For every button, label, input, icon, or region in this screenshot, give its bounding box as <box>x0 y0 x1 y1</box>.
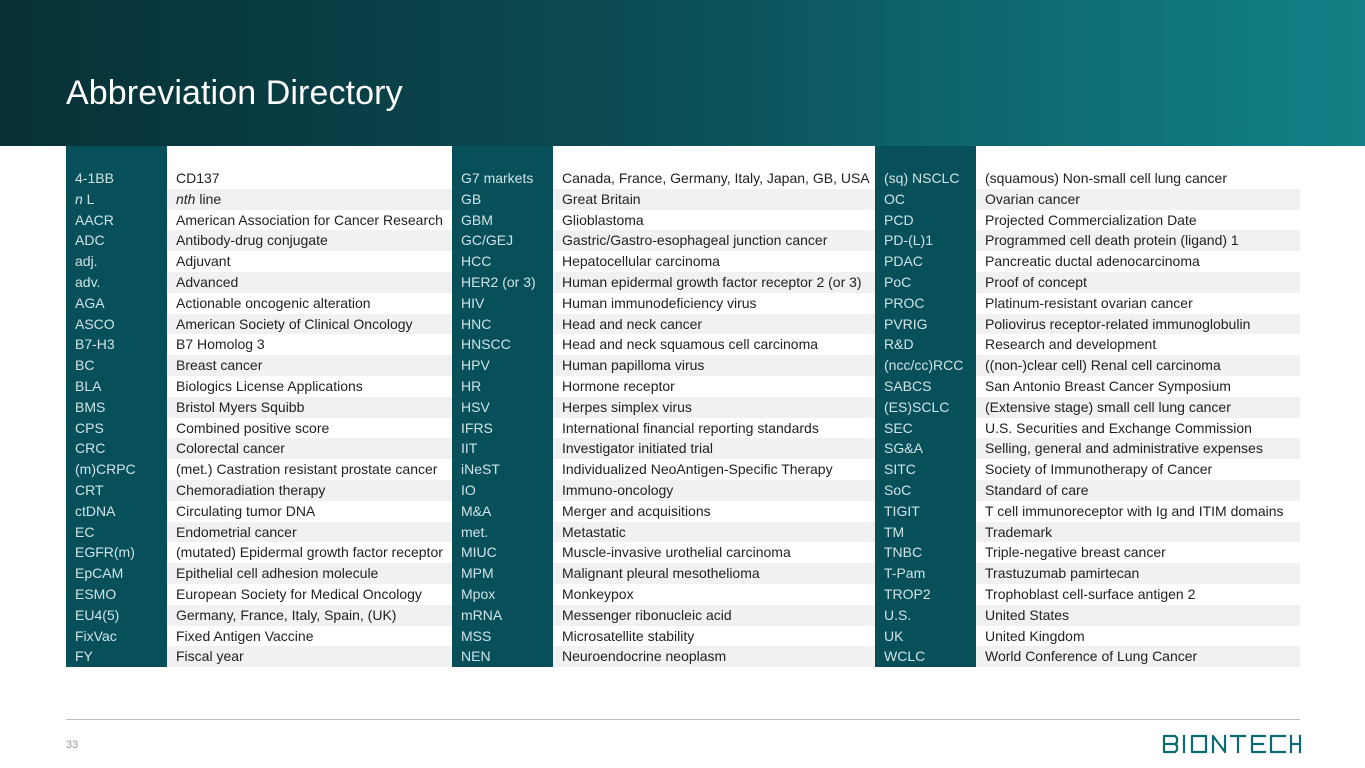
header-banner <box>0 0 1365 146</box>
abbreviation-cell: IIT <box>452 438 553 459</box>
abbreviation-cell: Mpox <box>452 584 553 605</box>
definition-cell: Projected Commercialization Date <box>985 211 1197 228</box>
footer-divider <box>66 719 1300 720</box>
definition-cell: Circulating tumor DNA <box>176 502 316 519</box>
definition-cell: Trademark <box>976 522 1300 543</box>
definition-cell: Messenger ribonucleic acid <box>553 605 875 626</box>
table-row <box>66 272 1300 293</box>
abbreviation-cell: B7-H3 <box>66 334 167 355</box>
abbreviation-cell: FY <box>66 646 167 667</box>
definition-cell: American Association for Cancer Research <box>176 211 443 228</box>
definition-cell: Epithelial cell adhesion molecule <box>167 563 452 584</box>
definition-cell: (met.) Castration resistant prostate cancer <box>176 461 438 478</box>
table-row <box>66 584 1300 605</box>
abbreviation-cell: PDAC <box>875 251 976 272</box>
abbreviation-cell: IFRS <box>452 418 553 439</box>
definition-cell: Microsatellite stability <box>562 627 695 644</box>
definition-cell: Individualized NeoAntigen-Specific Therapy <box>562 461 833 478</box>
abbreviation-cell: (sq) NSCLC <box>875 168 976 189</box>
table-row <box>66 210 1300 231</box>
definition-cell: Fixed Antigen Vaccine <box>176 627 314 644</box>
definition-cell: Malignant pleural mesothelioma <box>553 563 875 584</box>
definition-cell: Combined positive score <box>176 419 330 436</box>
definition-cell: International financial reporting standards <box>562 419 819 436</box>
abbreviation-cell: GB <box>452 189 553 210</box>
abbreviation-cell: TM <box>875 522 976 543</box>
abbreviation-cell: CRT <box>66 480 167 501</box>
definition-cell: Immuno-oncology <box>553 480 875 501</box>
abbreviation-cell: TROP2 <box>875 584 976 605</box>
definition-cell: Chemoradiation therapy <box>167 480 452 501</box>
abbreviation-table <box>66 146 1300 667</box>
definition-cell: American Society of Clinical Oncology <box>167 314 452 335</box>
definition-cell: Pancreatic ductal adenocarcinoma <box>985 253 1200 270</box>
abbreviation-cell: PCD <box>875 210 976 231</box>
abbreviation-cell: EC <box>66 522 167 543</box>
table-top-spacer <box>66 146 1300 168</box>
definition-cell: Head and neck cancer <box>553 314 875 335</box>
abbreviation-cell: (ncc/cc)RCC <box>875 355 976 376</box>
abbreviation-cell: SABCS <box>875 376 976 397</box>
abbreviation-cell: HSV <box>452 397 553 418</box>
definition-cell: Colorectal cancer <box>167 438 452 459</box>
abbreviation-cell: MPM <box>452 563 553 584</box>
definition-cell: CD137 <box>176 170 220 186</box>
definition-cell: Hormone receptor <box>562 377 675 394</box>
page-title: Abbreviation Directory <box>66 74 403 112</box>
definition-cell: Herpes simplex virus <box>553 397 875 418</box>
definition-cell: Antibody-drug conjugate <box>167 230 452 251</box>
table-row <box>66 522 1300 543</box>
abbreviation-cell: GC/GEJ <box>452 230 553 251</box>
table-row <box>66 168 1300 189</box>
abbreviation-cell: ctDNA <box>66 501 167 522</box>
abbreviation-cell: IO <box>452 480 553 501</box>
abbreviation-cell: SG&A <box>875 438 976 459</box>
definition-cell: U.S. Securities and Exchange Commission <box>985 419 1252 436</box>
definition-cell: (squamous) Non-small cell lung cancer <box>985 170 1227 186</box>
abbreviation-cell: HER2 (or 3) <box>452 272 553 293</box>
abbreviation-cell: PROC <box>875 293 976 314</box>
abbreviation-cell: HCC <box>452 251 553 272</box>
definition-cell: ((non-)clear cell) Renal cell carcinoma <box>976 355 1300 376</box>
definition-cell: (mutated) Epidermal growth factor receptor <box>176 544 443 561</box>
definition-cell: Proof of concept <box>976 272 1300 293</box>
abbreviation-cell: (m)CRPC <box>66 459 167 480</box>
table-row <box>66 563 1300 584</box>
definition-cell: Triple-negative breast cancer <box>985 544 1166 561</box>
table-row <box>66 251 1300 272</box>
abbreviation-cell: SEC <box>875 418 976 439</box>
abbreviation-cell: HR <box>452 376 553 397</box>
table-row <box>66 605 1300 626</box>
definition-cell: Metastatic <box>553 522 875 543</box>
definition-cell: Head and neck squamous cell carcinoma <box>562 336 819 353</box>
abbreviation-cell: mRNA <box>452 605 553 626</box>
definition-cell: Platinum-resistant ovarian cancer <box>985 294 1193 311</box>
table-row <box>66 397 1300 418</box>
definition-cell: (Extensive stage) small cell lung cancer <box>976 397 1300 418</box>
abbreviation-cell: NEN <box>452 646 553 667</box>
definition-cell: Hepatocellular carcinoma <box>562 253 720 270</box>
abbreviation-cell: FixVac <box>66 626 167 647</box>
abbreviation-cell: EU4(5) <box>66 605 167 626</box>
table-row <box>66 293 1300 314</box>
definition-cell: Trophoblast cell-surface antigen 2 <box>985 585 1196 602</box>
abbreviation-cell: MSS <box>452 626 553 647</box>
abbreviation-cell: AGA <box>66 293 167 314</box>
table-row <box>66 459 1300 480</box>
abbreviation-cell: GBM <box>452 210 553 231</box>
abbreviation-cell: HIV <box>452 293 553 314</box>
definition-cell: Breast cancer <box>167 355 452 376</box>
abbreviation-cell: AACR <box>66 210 167 231</box>
abbreviation-cell: adv. <box>66 272 167 293</box>
abbreviation-cell: WCLC <box>875 646 976 667</box>
abbreviation-cell: HPV <box>452 355 553 376</box>
definition-cell: Human papilloma virus <box>553 355 875 376</box>
abbreviation-cell: CRC <box>66 438 167 459</box>
table-row <box>66 355 1300 376</box>
abbreviation-cell: ADC <box>66 230 167 251</box>
definition-cell: Research and development <box>985 336 1157 353</box>
table-row <box>66 501 1300 522</box>
abbreviation-cell: PD-(L)1 <box>875 230 976 251</box>
table-row <box>66 646 1300 667</box>
definition-cell: Ovarian cancer <box>976 189 1300 210</box>
abbreviation-cell: adj. <box>66 251 167 272</box>
definition-cell: Endometrial cancer <box>167 522 452 543</box>
abbreviation-cell: BC <box>66 355 167 376</box>
definition-cell: Human epidermal growth factor receptor 2 (or 3) <box>553 272 875 293</box>
table-row <box>66 542 1300 563</box>
abbreviation-cell: EGFR(m) <box>66 542 167 563</box>
abbreviation-cell: (ES)SCLC <box>875 397 976 418</box>
abbreviation-cell: TIGIT <box>875 501 976 522</box>
abbreviation-cell: HNC <box>452 314 553 335</box>
definition-cell: Investigator initiated trial <box>553 438 875 459</box>
abbreviation-cell: PVRIG <box>875 314 976 335</box>
definition-cell: World Conference of Lung Cancer <box>976 646 1300 667</box>
definition-cell: San Antonio Breast Cancer Symposium <box>985 377 1231 394</box>
abbreviation-cell: TNBC <box>875 542 976 563</box>
definition-cell: Canada, France, Germany, Italy, Japan, GB, USA <box>562 170 870 186</box>
definition-cell: Muscle-invasive urothelial carcinoma <box>562 544 791 561</box>
table-row <box>66 189 1300 210</box>
abbreviation-cell: HNSCC <box>452 334 553 355</box>
abbreviation-cell: OC <box>875 189 976 210</box>
abbreviation-cell: BLA <box>66 376 167 397</box>
definition-cell: Trastuzumab pamirtecan <box>976 563 1300 584</box>
definition-cell: Glioblastoma <box>562 211 644 228</box>
abbreviation-cell: met. <box>452 522 553 543</box>
definition-cell: United States <box>976 605 1300 626</box>
abbreviation-cell: SITC <box>875 459 976 480</box>
definition-cell: T cell immunoreceptor with Ig and ITIM domains <box>985 502 1284 519</box>
abbreviation-cell: ESMO <box>66 584 167 605</box>
table-row <box>66 314 1300 335</box>
definition-cell: European Society for Medical Oncology <box>176 585 422 602</box>
definition-cell: Selling, general and administrative expenses <box>976 438 1300 459</box>
abbreviation-cell: iNeST <box>452 459 553 480</box>
abbreviation-cell: SoC <box>875 480 976 501</box>
definition-cell: Monkeypox <box>562 585 634 602</box>
table-row <box>66 376 1300 397</box>
abbreviation-cell: G7 markets <box>452 168 553 189</box>
abbreviation-cell: U.S. <box>875 605 976 626</box>
table-row <box>66 334 1300 355</box>
definition-cell: United Kingdom <box>985 627 1085 644</box>
definition-cell: Standard of care <box>976 480 1300 501</box>
abbreviation-cell: PoC <box>875 272 976 293</box>
definition-cell: Human immunodeficiency virus <box>562 294 757 311</box>
definition-cell: Fiscal year <box>167 646 452 667</box>
definition-cell: Poliovirus receptor-related immunoglobulin <box>976 314 1300 335</box>
abbreviation-cell: n L <box>66 189 167 210</box>
definition-cell: Bristol Myers Squibb <box>167 397 452 418</box>
abbreviation-cell: EpCAM <box>66 563 167 584</box>
abbreviation-cell: T-Pam <box>875 563 976 584</box>
definition-cell: Merger and acquisitions <box>562 502 711 519</box>
abbreviation-cell: MIUC <box>452 542 553 563</box>
abbreviation-cell: BMS <box>66 397 167 418</box>
definition-cell: Germany, France, Italy, Spain, (UK) <box>167 605 452 626</box>
abbreviation-cell: CPS <box>66 418 167 439</box>
definition-cell: nth line <box>167 189 452 210</box>
table-row <box>66 438 1300 459</box>
table-row <box>66 230 1300 251</box>
page-number: 33 <box>66 739 79 751</box>
definition-cell: Programmed cell death protein (ligand) 1 <box>976 230 1300 251</box>
definition-cell: Advanced <box>167 272 452 293</box>
definition-cell: Gastric/Gastro-esophageal junction cancer <box>553 230 875 251</box>
table-row <box>66 626 1300 647</box>
abbreviation-cell: ASCO <box>66 314 167 335</box>
definition-cell: Actionable oncogenic alteration <box>176 294 371 311</box>
definition-cell: Society of Immunotherapy of Cancer <box>985 461 1213 478</box>
abbreviation-cell: 4-1BB <box>66 168 167 189</box>
abbreviation-cell: M&A <box>452 501 553 522</box>
abbreviation-cell: UK <box>875 626 976 647</box>
table-row <box>66 480 1300 501</box>
biontech-logo <box>1162 734 1302 754</box>
table-row <box>66 418 1300 439</box>
definition-cell: Adjuvant <box>176 253 231 270</box>
definition-cell: B7 Homolog 3 <box>176 336 265 353</box>
definition-cell: Great Britain <box>553 189 875 210</box>
definition-cell: Biologics License Applications <box>176 377 363 394</box>
abbreviation-cell: R&D <box>875 334 976 355</box>
definition-cell: Neuroendocrine neoplasm <box>553 646 875 667</box>
